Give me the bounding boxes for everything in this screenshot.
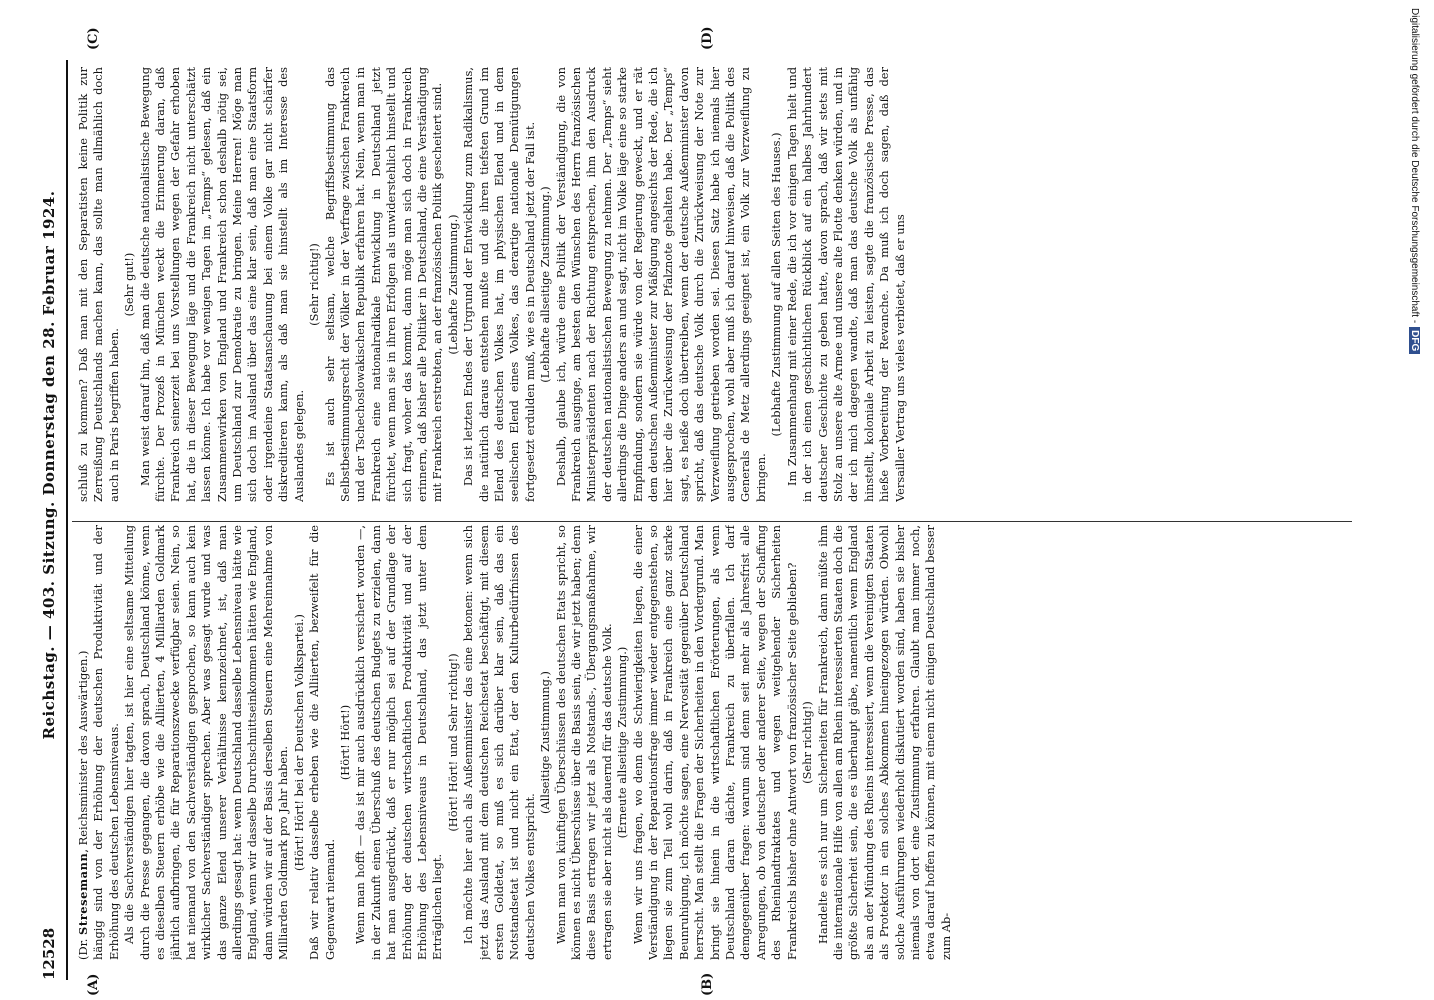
right-column xyxy=(76,67,1376,502)
interjection: (Lebhafte Zustimmung.) xyxy=(445,214,460,355)
page-number: 12528 xyxy=(40,927,58,980)
interjection: (Lebhafte Zustimmung auf allen Seiten des Hauses.) xyxy=(769,132,784,437)
header-rule xyxy=(66,60,68,980)
paragraph: Deshalb, glaube ich, würde eine Politik der Verständigung, die von Frankreich ausginge, am besten den Wünschen des Herrn französischen Ministerpräsidenten nach der Richtung entsprechen, ihm den Ausdruck der deutschen nationalistischen Bewegung zu nehmen. Der „Temps“ sieht allerdings die Dinge anders an und sagt, nicht im Volke läge eine so starke Empfindung, sondern sie würde von der Regierung geweckt, und er rät dem deutschen Außenminister zur Mäßigung angesichts der Rede, die ich hier über die Zurückweisung der Pfalznote gehalten habe. Der „Temps“ sagt, es heiße doch übertreiben, wenn der deutsche Außenminister davon spricht, daß das deutsche Volk durch die Zurückweisung der Note zur Verzweiflung getrieben worden sei. Diesen Satz habe ich niemals hier ausgesprochen, wohl aber muß ich darauf hinweisen, daß die Politik des Generals de Metz allerdings geeignet ist, ein Volk zur Verzweiflung zu bringen. xyxy=(553,67,768,502)
paragraph: Das ist letzten Endes der Urgrund der Entwicklung zum Radikalismus, die natürlich daraus entstehen mußte und die ihren tiefsten Grund im Elend des deutschen Volkes hat, im physischen Elend und in dem seelischen Elend eines Volkes, das derartige nationale Demütigungen fortgesetzt erdulden muß, wie es in Deutschland jetzt der Fall ist. xyxy=(461,67,537,502)
credit-text: Digitalisierung gefördert durch die Deutsche Forschungsgemeinschaft - xyxy=(1409,8,1420,324)
paragraph: Wenn man von künftigen Überschüssen des deutschen Etats spricht, so können es nicht Überschüsse über die Basis sein, die wir jetzt haben; denn diese Basis ertragen wir jetzt als Notstands-, Übergangsmaßnahme, wir ertragen sie aber nicht als dauernd für das deutsche Volk. xyxy=(553,525,614,960)
paragraph: Ich möchte hier auch als Außenminister das eine betonen: wenn sich jetzt das Ausland mit dem deutschen Reichsetat beschäftigt, mit diesem ersten Goldetat, so muß es sich darüber klar sein, daß das ein Notstandsetat ist und nicht ein Etat, der den Kulturbedürfnissen des deutschen Volkes entspricht. xyxy=(461,525,537,960)
paragraph: Handelte es sich nur um Sicherheiten für Frankreich, dann müßte ihm die internationale Hilfe von allen am Rhein interessierten Staaten doch die größte Sicherheit sein, die es überhaupt gäbe, namentlich wenn England als an der Mündung des Rheins interessiert, wenn die Vereinigten Staaten als Protektor in ein solches Abkommen hineingezogen würden. Obwohl solche Ausführungen wiederholt diskutiert worden sind, haben sie bisher niemals von dort eine Zustimmung erfahren. Glaubt man immer noch, etwa darauf hoffen zu können, mit einem nicht einigen Deutschland besser zum Ab- xyxy=(815,525,953,960)
interjection: (Allseitige Zustimmung.) xyxy=(538,671,553,815)
interjection: (Sehr richtig!) xyxy=(307,243,322,326)
paragraph: Wenn wir uns fragen, wo denn die Schwierigkeiten liegen, die einer Verständigung in der Reparationsfrage immer wieder entgegenstehen, so liegen sie zum Teil wohl darin, daß in Frankreich eine ganz starke Beunruhigung, ich möchte sagen, eine Nervosität gegenüber Deutschland herrscht. Man stellt die Fragen der Sicherheiten in den Vordergrund. Man bringt sie hinein in die wirtschaftlichen Erörterungen, als wenn Deutschland daran dächte, Frankreich zu überfallen. Ich darf demgegenüber fragen: warum sind denn seit mehr als Jahresfrist alle Anregungen, ob von deutscher oder anderer Seite, wegen der Schaffung des Rheinlandtraktates und wegen weitgehender Sicherheiten Frankreichs bisher ohne Antwort von französischer Seite geblieben? xyxy=(630,525,799,960)
interjection: (Lebhafte allseitige Zustimmung.) xyxy=(538,186,553,383)
paragraph: schluß zu kommen? Daß man mit den Separatisten keine Politik zur Zerreißung Deutschlands machen kann, das sollte man allmählich doch auch in Paris begriffen haben. xyxy=(76,67,121,502)
paragraph: hängig sind von der Erhöhung der deutschen Produktivität und der Erhöhung des deutschen Lebensniveaus. xyxy=(91,525,121,960)
paragraph: Als die Sachverständigen hier tagten, ist hier eine seltsame Mitteilung durch die Presse gegangen, die davon sprach, Deutschland könne, wenn es dieselben Steuern erhöbe wie die Alliierten, 4 Milliarden Goldmark jährlich aufbringen, die für Reparationszwecke verfügbar seien. Nein, so hat niemand von den Sachverständigen gesprochen, so kann auch kein wirklicher Sachverständiger sprechen. Aber was gesagt wurde und was das ganze Elend unserer Verhältnisse kennzeichnet, ist, daß man allerdings gesagt hat: wenn Deutschland dasselbe Lebensniveau hätte wie England, wenn wir dasselbe Durchschnittseinkommen hätten wie England, dann würden wir auf der Basis derselben Steuern eine Mehreinnahme von Milliarden Goldmark pro Jahr haben. xyxy=(122,525,291,960)
margin-marker-d: (D) xyxy=(700,26,715,50)
paragraph: Es ist auch sehr seltsam, welche Begriffsbestimmung das Selbstbestimmungsrecht der Völker in der Verfrage zwischen Frankreich und der Tschechoslowakischen Republik erfahren hat. Nein, wenn man in Frankreich eine nationalradikale Entwicklung in Deutschland jetzt fürchtet, wenn man sie in ihren Erfolgen als unwiderstehlich hinstellt und sich fragt, woher das kommt, dann möge man sich doch in Frankreich erinnern, daß bisher alle Politiker in Deutschland, die eine Verständigung mit Frankreich erstrebten, an der französischen Politik gescheitert sind. xyxy=(322,67,445,502)
paragraph: Im Zusammenhang mit einer Rede, die ich vor einigen Tagen hielt und in der ich einen geschichtlichen Rückblick auf ein halbes Jahrhundert deutscher Geschichte zu geben hatte, davon sprach, daß wir stets mit Stolz an unsere alte Armee und unsere alte Flotte denken würden, und in der ich mich dagegen wandte, daß man das deutsche Volk als unfähig hinstellt, koloniale Arbeit zu leisten, sagte die französische Presse, das hieße Vorbereitung der Revanche. Da muß ich doch sagen, daß der Versailler Vertrag uns vieles verbietet, daß er uns xyxy=(784,67,907,502)
interjection: (Erneute allseitige Zustimmung.) xyxy=(615,646,630,839)
paragraph: Wenn man hofft — das ist mir auch ausdrücklich versichert worden —, in der Zukunft einen Überschuß des deutschen Budgets zu erzielen, dann hat man ausgedrückt, daß er nur möglich sei auf der Grundlage der Erhöhung der deutschen wirtschaftlichen Produktivität und auf der Erhöhung des Lebensniveaus in Deutschland, das jetzt unter dem Erträglichen liegt. xyxy=(353,525,445,960)
margin-marker-b: (B) xyxy=(700,972,715,996)
page-header xyxy=(40,60,66,980)
interjection: (Hört! Hört! und Sehr richtig!) xyxy=(445,653,460,832)
margin-marker-a: (A) xyxy=(86,973,101,996)
speaker-name: Stresemann xyxy=(76,852,90,935)
interjection: (Sehr gut!) xyxy=(122,252,137,317)
speaker-line: (Dr. Stresemann, Reichsminister des Auswärtigen.) xyxy=(76,650,90,960)
paragraph: Man weist darauf hin, daß man die deutsche nationalistische Bewegung fürchte. Der Prozeß in München weckt die Erinnerung daran, daß Frankreich seinerzeit bei uns Vorstellungen wegen der Gefahr erhoben hat, die in dieser Bewegung läge und die Frankreich nicht unterschätzt lassen könne. Ich habe vor wenigen Tagen im „Temps“ gelesen, daß ein Zusammenwirken von England und Frankreich schon deshalb nötig sei, um Deutschland zur Demokratie zu bringen. Meine Herren! Möge man sich doch im Ausland über das eine klar sein, daß man eine Staatsform oder irgendeine Staatsanschauung bei einem Volke gar nicht schärfer diskreditieren kann, als daß man sie hinstellt als im Interesse des Auslandes gelegen. xyxy=(137,67,306,502)
interjection: (Sehr richtig!) xyxy=(800,701,815,784)
margin-marker-c: (C) xyxy=(86,27,101,50)
column-divider xyxy=(72,521,1352,522)
paragraph: Daß wir relativ dasselbe erheben wie die Alliierten, bezweifelt für die Gegenwart niemand. xyxy=(307,525,337,960)
dfg-logo: DFG xyxy=(1409,327,1420,354)
interjection: (Hört! Hört! bei der Deutschen Volkspartei.) xyxy=(291,614,306,871)
interjection: (Hört! Hört!) xyxy=(337,704,352,781)
digitization-credit xyxy=(1400,8,1424,728)
left-column xyxy=(76,525,1376,960)
running-title: Reichstag. — 403. Sitzung. Donnerstag den 28. Februar 1924. xyxy=(40,190,58,740)
